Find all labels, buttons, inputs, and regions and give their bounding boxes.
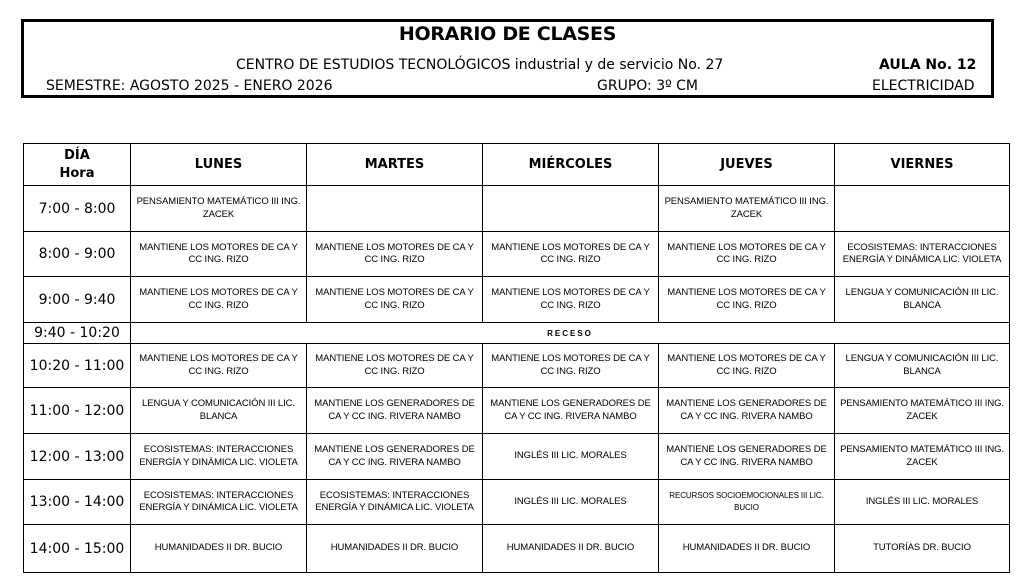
class-cell: INGLÉS III LIC. MORALES: [483, 434, 659, 480]
page-title: HORARIO DE CLASES: [398, 23, 617, 45]
class-cell: HUMANIDADES II DR. BUCIO: [659, 525, 835, 573]
day-header-friday: VIERNES: [835, 144, 1010, 186]
class-cell: LENGUA Y COMUNICACIÓN III LIC. BLANCA: [835, 344, 1010, 388]
break-label: RECESO: [131, 323, 1010, 344]
class-cell: LENGUA Y COMUNICACIÓN III LIC. BLANCA: [131, 388, 307, 434]
class-cell: TUTORÍAS DR. BUCIO: [835, 525, 1010, 573]
break-row: [24, 323, 1010, 344]
class-cell: MANTIENE LOS GENERADORES DE CA Y CC ING. RIVERA NAMBO: [307, 434, 483, 480]
class-cell: ECOSISTEMAS: INTERACCIONES ENERGÍA Y DINÁMICA LIC. VIOLETA: [131, 434, 307, 480]
day-header-monday: LUNES: [131, 144, 307, 186]
schedule-header: [21, 19, 994, 98]
hour-cell: 9:40 - 10:20: [24, 323, 131, 344]
hour-cell: 14:00 - 15:00: [24, 525, 131, 573]
class-cell: MANTIENE LOS MOTORES DE CA Y CC ING. RIZO: [483, 344, 659, 388]
hour-cell: 7:00 - 8:00: [24, 186, 131, 232]
class-cell: RECURSOS SOCIOEMOCIONALES III LIC. BUCIO: [659, 480, 835, 525]
class-cell: MANTIENE LOS MOTORES DE CA Y CC ING. RIZO: [131, 232, 307, 277]
class-cell: MANTIENE LOS MOTORES DE CA Y CC ING. RIZO: [659, 277, 835, 323]
table-row: [24, 434, 1010, 480]
class-cell: MANTIENE LOS MOTORES DE CA Y CC ING. RIZO: [307, 232, 483, 277]
class-cell: HUMANIDADES II DR. BUCIO: [131, 525, 307, 573]
hour-cell: 10:20 - 11:00: [24, 344, 131, 388]
class-cell: MANTIENE LOS MOTORES DE CA Y CC ING. RIZO: [483, 277, 659, 323]
class-cell: MANTIENE LOS GENERADORES DE CA Y CC ING. RIVERA NAMBO: [659, 388, 835, 434]
class-cell: MANTIENE LOS GENERADORES DE CA Y CC ING. RIVERA NAMBO: [307, 388, 483, 434]
table-row: [24, 525, 1010, 573]
classroom-label: AULA No. 12: [879, 57, 977, 73]
class-cell: PENSAMIENTO MATEMÁTICO III ING. ZACEK: [131, 186, 307, 232]
class-cell: MANTIENE LOS GENERADORES DE CA Y CC ING. RIVERA NAMBO: [483, 388, 659, 434]
table-row: [24, 480, 1010, 525]
class-cell: ECOSISTEMAS: INTERACCIONES ENERGÍA Y DINÁMICA LIC. VIOLETA: [307, 480, 483, 525]
table-row: [24, 388, 1010, 434]
class-cell: MANTIENE LOS MOTORES DE CA Y CC ING. RIZO: [307, 344, 483, 388]
corner-header: [24, 144, 131, 186]
group-label: GRUPO: 3º CM: [597, 78, 699, 94]
class-cell: PENSAMIENTO MATEMÁTICO III ING. ZACEK: [835, 388, 1010, 434]
class-cell: PENSAMIENTO MATEMÁTICO III ING. ZACEK: [659, 186, 835, 232]
class-cell: MANTIENE LOS MOTORES DE CA Y CC ING. RIZO: [131, 277, 307, 323]
class-cell: HUMANIDADES II DR. BUCIO: [307, 525, 483, 573]
class-cell: MANTIENE LOS MOTORES DE CA Y CC ING. RIZO: [483, 232, 659, 277]
hour-cell: 11:00 - 12:00: [24, 388, 131, 434]
class-cell: HUMANIDADES II DR. BUCIO: [483, 525, 659, 573]
class-cell: MANTIENE LOS MOTORES DE CA Y CC ING. RIZO: [659, 232, 835, 277]
institution-name: CENTRO DE ESTUDIOS TECNOLÓGICOS industrial y de servicio No. 27: [236, 57, 724, 73]
table-header-row: [24, 144, 1010, 186]
table-row: [24, 186, 1010, 232]
day-header-thursday: JUEVES: [659, 144, 835, 186]
semester-label: SEMESTRE: AGOSTO 2025 - ENERO 2026: [46, 78, 333, 94]
hour-cell: 9:00 - 9:40: [24, 277, 131, 323]
class-cell: INGLÉS III LIC. MORALES: [835, 480, 1010, 525]
class-cell: MANTIENE LOS GENERADORES DE CA Y CC ING. RIVERA NAMBO: [659, 434, 835, 480]
specialty-label: ELECTRICIDAD: [872, 78, 975, 94]
class-cell: ECOSISTEMAS: INTERACCIONES ENERGÍA Y DINÁMICA LIC. VIOLETA: [835, 232, 1010, 277]
class-cell: [307, 186, 483, 232]
hour-cell: 13:00 - 14:00: [24, 480, 131, 525]
table-row: [24, 232, 1010, 277]
hour-cell: 12:00 - 13:00: [24, 434, 131, 480]
class-cell: [483, 186, 659, 232]
class-cell: MANTIENE LOS MOTORES DE CA Y CC ING. RIZO: [307, 277, 483, 323]
class-cell: PENSAMIENTO MATEMÁTICO III ING. ZACEK: [835, 434, 1010, 480]
class-cell: LENGUA Y COMUNICACIÓN III LIC. BLANCA: [835, 277, 1010, 323]
class-cell: MANTIENE LOS MOTORES DE CA Y CC ING. RIZO: [659, 344, 835, 388]
class-cell: INGLÉS III LIC. MORALES: [483, 480, 659, 525]
hour-cell: 8:00 - 9:00: [24, 232, 131, 277]
class-cell: MANTIENE LOS MOTORES DE CA Y CC ING. RIZO: [131, 344, 307, 388]
table-row: [24, 344, 1010, 388]
class-cell: [835, 186, 1010, 232]
table-row: [24, 277, 1010, 323]
schedule-table: [23, 143, 1010, 573]
class-cell: ECOSISTEMAS: INTERACCIONES ENERGÍA Y DINÁMICA LIC. VIOLETA: [131, 480, 307, 525]
corner-hour-label: Hora: [59, 165, 95, 181]
corner-day-label: DÍA: [64, 147, 90, 163]
day-header-wednesday: MIÉRCOLES: [483, 144, 659, 186]
day-header-tuesday: MARTES: [307, 144, 483, 186]
